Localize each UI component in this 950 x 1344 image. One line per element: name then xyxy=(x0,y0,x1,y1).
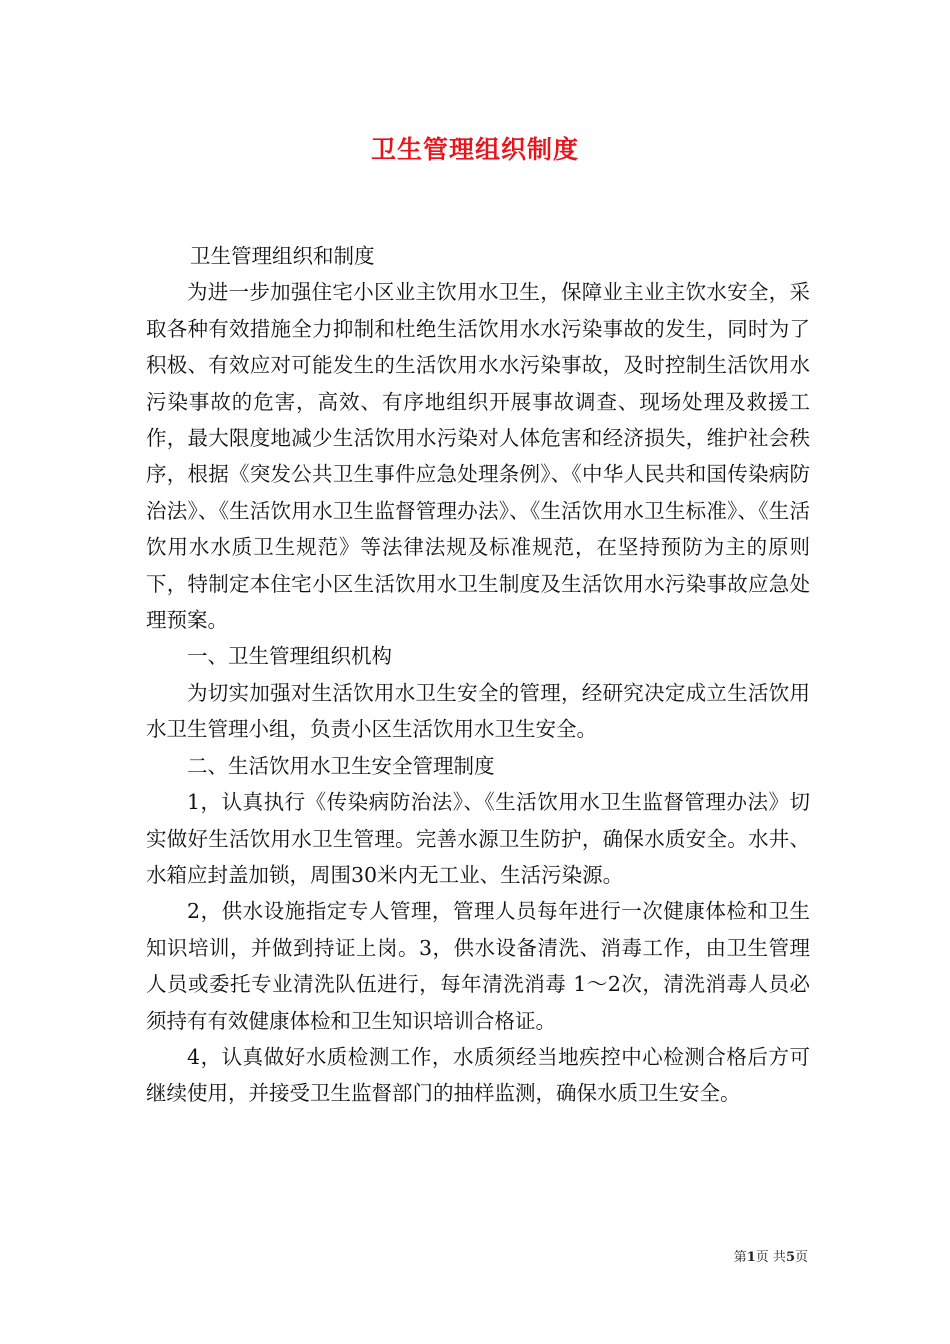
organization-paragraph: 为切实加强对生活饮用水卫生安全的管理，经研究决定成立生活饮用水卫生管理小组，负责小区生活饮用水卫生安全。 xyxy=(146,680,810,742)
rule-paragraph-1: 1，认真执行《传染病防治法》、《生活饮用水卫生监督管理办法》切实做好生活饮用水卫生管理。完善水源卫生防护，确保水质安全。水井、水箱应封盖加锁，周围30米内无工业、生活污染源。 xyxy=(146,790,810,887)
footer-prefix: 第 xyxy=(733,1250,747,1265)
document-title: 卫生管理组织制度 xyxy=(370,135,579,164)
document-subtitle: 卫生管理组织和制度 xyxy=(190,244,375,268)
footer-current-page: 1 xyxy=(746,1250,756,1265)
footer-middle: 页 共 xyxy=(755,1250,786,1265)
intro-paragraph: 为进一步加强住宅小区业主饮用水卫生，保障业主业主饮水安全，采取各种有效措施全力抑制和杜绝生活饮用水水污染事故的发生，同时为了积极、有效应对可能发生的生活饮用水水污染事故，及时控制生活饮用水污染事故的危害，高效、有序地组织开展事故调查、现场处理及救援工作，最大限度地减少生活饮用水污染对人体危害和经济损失，维护社会秩序，根据《突发公共卫生事件应急处理条例》、《中华人民共和国传染病防治法》、《生活饮用水卫生监督管理办法》、《生活饮用水卫生标准》、《生活饮用水水质卫生规范》等法律法规及标准规范，在坚持预防为主的原则下，特制定本住宅小区生活饮用水卫生制度及生活饮用水污染事故应急处理预案。 xyxy=(146,280,810,633)
section-heading-organization: 一、卫生管理组织机构 xyxy=(187,644,392,669)
page-number-footer xyxy=(734,1249,808,1267)
section-heading-management-rules: 二、生活饮用水卫生安全管理制度 xyxy=(187,753,495,778)
rule-paragraph-2-3: 2，供水设施指定专人管理，管理人员每年进行一次健康体检和卫生知识培训，并做到持证上岗。3，供水设备清洗、消毒工作，由卫生管理人员或委托专业清洗队伍进行，每年清洗消毒 1～2次，清洗消毒人员必须持有有效健康体检和卫生知识培训合格证。 xyxy=(146,899,810,1033)
footer-suffix: 页 xyxy=(794,1250,808,1265)
rule-paragraph-4: 4，认真做好水质检测工作，水质须经当地疾控中心检测合格后方可继续使用，并接受卫生监督部门的抽样监测，确保水质卫生安全。 xyxy=(146,1044,810,1106)
footer-total-pages: 5 xyxy=(785,1250,795,1265)
document-body xyxy=(146,238,810,1112)
